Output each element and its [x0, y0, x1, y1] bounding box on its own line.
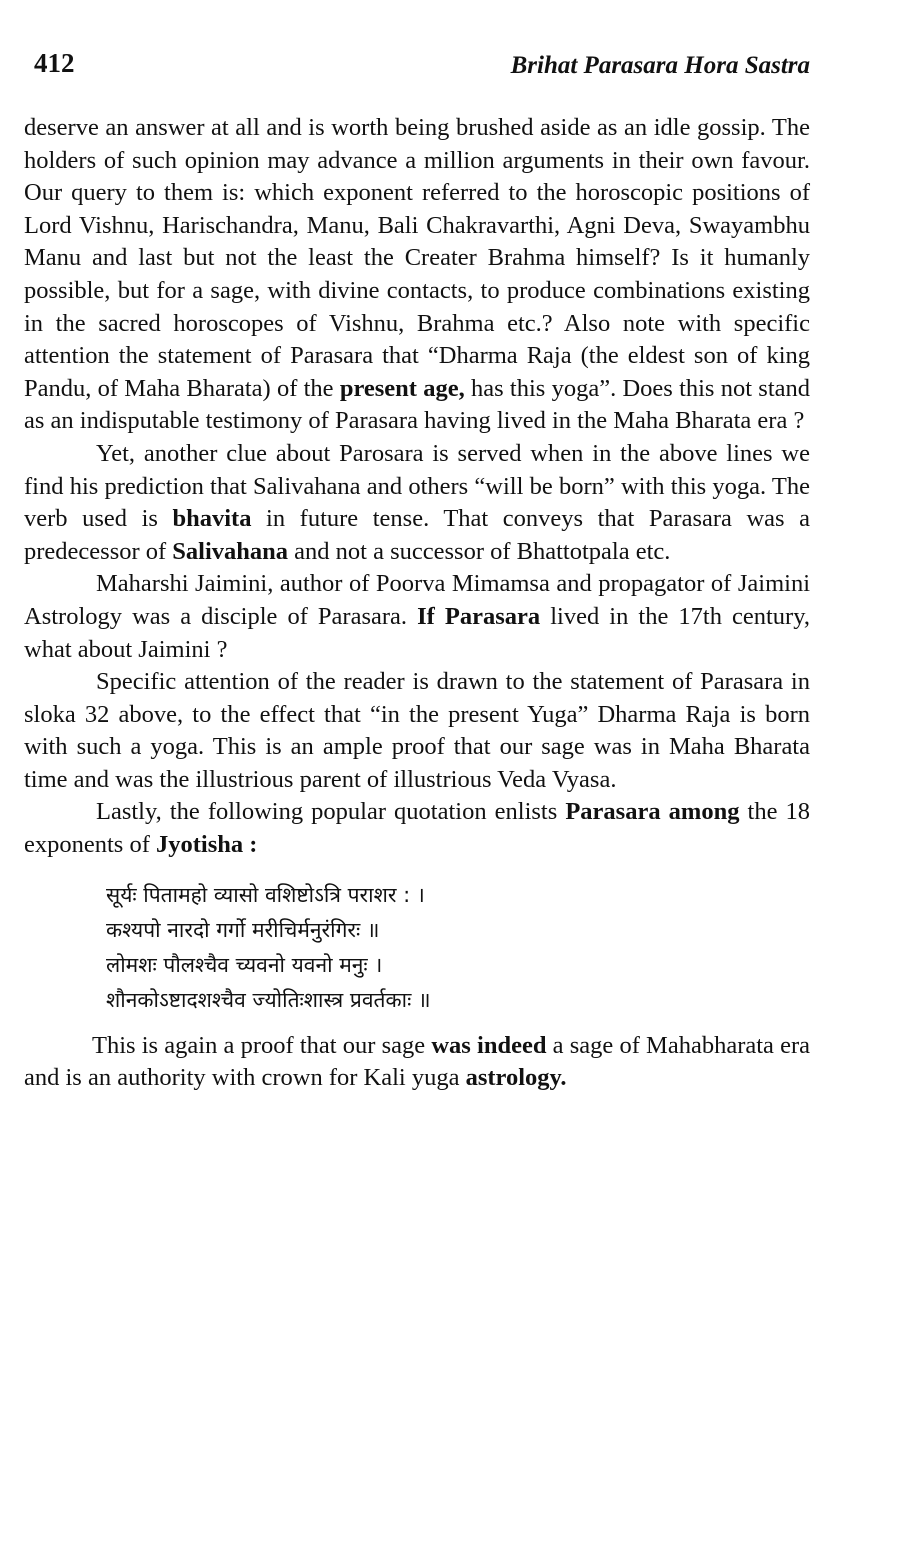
paragraph-2-start: Yet, another clue about Parosara is served when in the above lines we find his prediction that Salivahana and others “will be born” with this yoga. The verb used is	[24, 439, 810, 533]
bold-jyotisha: Jyotisha :	[156, 831, 258, 859]
verse-line-1: सूर्यः पितामहो व्यासो वशिष्टोऽत्रि पराशर : ।	[106, 882, 425, 907]
verse-line-4: शौनकोऽष्टादशश्चैव ज्योतिःशास्त्र प्रवर्तकाः ॥	[106, 987, 431, 1012]
sanskrit-verse	[106, 878, 810, 1018]
bold-present-age: present age,	[339, 374, 465, 402]
paragraph-5-start: Lastly, the following popular quotation enlists	[96, 798, 558, 826]
paragraph-3-start: Maharshi Jaimini, author of Poorva Mimamsa and propagator of Jaimini Astrology was a disciple of Parasara.	[24, 570, 810, 630]
bold-among: among	[668, 798, 740, 826]
paragraph-2	[24, 438, 810, 568]
page-body	[24, 112, 810, 1095]
paragraph-2-end: and not a successor of Bhattotpala etc.	[294, 537, 671, 565]
verse-line-3: लोमशः पौलश्चैव च्यवनो यवनो मनुः ।	[106, 952, 383, 977]
bold-if-parasara: If Parasara	[417, 602, 541, 630]
bold-salivahana: Salivahana	[172, 537, 289, 565]
paragraph-1-text: deserve an answer at all and is worth being brushed aside as an idle gossip. The holders of such opinion may advance a million arguments in their own favour. Our query to them is: which exponent referred to the horoscopic positions of Lord Vishnu, Harischandra, Manu, Bali Chakravarthi, Agni Deva, Swayambhu Manu and last but not the least the Creater Brahma himself? Is it humanly possible, but for a sage, with divine contacts, to produce combinations existing in the sacred horoscopes of Vishnu, Brahma etc.? Also note with specific attention the statement of Parasara that “Dharma Raja (the eldest son of king Pandu, of Maha Bharata) of the	[24, 114, 810, 402]
paragraph-6-mid: a sage of Mahabharata era and is an authority with crown for Kali yuga	[24, 1031, 811, 1092]
paragraph-4	[24, 666, 810, 796]
verse-line-2: कश्यपो नारदो गर्गो मरीचिर्मनुरंगिरः ॥	[106, 917, 380, 942]
bold-parasara: Parasara	[565, 798, 661, 826]
paragraph-5	[24, 796, 810, 861]
paragraph-3-end: lived in the 17th century, what about Jaimini ?	[24, 602, 811, 663]
paragraph-6-start: This is again a proof that our sage	[92, 1031, 426, 1059]
bold-bhavita: bhavita	[172, 505, 252, 533]
running-title: Brihat Parasara Hora Sastra	[510, 52, 810, 79]
paragraph-6	[24, 1030, 810, 1095]
bold-astrology: astrology.	[465, 1064, 567, 1092]
page-number: 412	[34, 48, 75, 78]
paragraph-1	[24, 112, 810, 438]
paragraph-1-end: has this yoga”. Does this not stand as an indisputable testimony of Parasara having lived in the Maha Bharata era ?	[24, 374, 811, 435]
paragraph-4-text: Specific attention of the reader is drawn to the statement of Parasara in sloka 32 above, to the effect that “in the present Yuga” Dharma Raja is born with such a yoga. This is an ample proof that our sage was in Maha Bharata time and was the illustrious parent of illustrious Veda Vyasa.	[24, 668, 810, 793]
paragraph-5-mid: the 18 exponents of	[24, 798, 811, 859]
paragraph-2-mid: in future tense. That conveys that Parasara was a predecessor of	[24, 505, 811, 565]
paragraph-3	[24, 568, 810, 666]
page-header	[34, 48, 810, 88]
bold-was-indeed: was indeed	[431, 1031, 547, 1059]
